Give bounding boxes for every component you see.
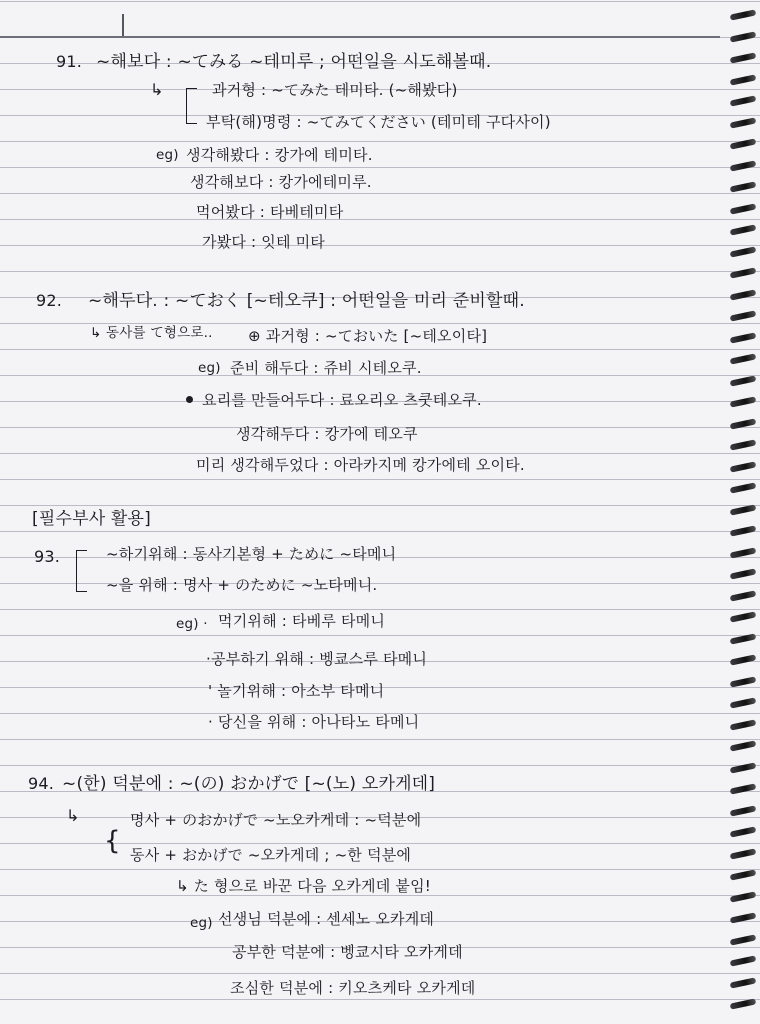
section-94-line-b: 동사 + おかげで ~오카게데 ; ~한 덕분에 — [130, 846, 412, 864]
spiral-coil — [730, 504, 757, 515]
example-line: 가봤다 : 잇테 미타 — [202, 233, 325, 251]
spiral-coil — [730, 31, 757, 42]
section-94-eg: eg) — [190, 915, 213, 931]
spiral-coil — [730, 267, 757, 278]
section-91-eg: eg) — [156, 147, 179, 163]
spiral-coil — [730, 697, 757, 708]
spiral-coil — [730, 826, 757, 837]
section-93-line-b: ~을 위해 : 명사 + のために ~노타메니. — [106, 576, 378, 594]
spiral-coil — [730, 74, 757, 85]
spiral-coil — [730, 353, 757, 364]
spiral-coil — [730, 719, 757, 730]
spiral-coil — [730, 977, 757, 988]
section-91-past: 과거형 : ~てみた 테미타. (~해봤다) — [212, 81, 458, 99]
spiral-coil — [730, 181, 757, 192]
essential-heading: [필수부사 활용] — [32, 509, 152, 529]
spiral-coil — [730, 891, 757, 902]
example-line: ' 놀기위해 : 아소부 타메니 — [208, 682, 385, 700]
spiral-coil — [730, 289, 757, 300]
spiral-coil — [730, 590, 757, 601]
curly-brace: { — [104, 826, 121, 856]
section-94-line-c — [176, 877, 431, 895]
spiral-coil — [730, 547, 757, 558]
spiral-coil — [730, 95, 757, 106]
spiral-coil — [730, 52, 757, 63]
example-line: 요리를 만들어두다 : 료오리오 츠쿳테오쿠. — [202, 391, 482, 409]
spiral-coil — [730, 869, 757, 880]
circle-arrow-icon: ⊕ — [248, 327, 266, 345]
spiral-coil — [730, 418, 757, 429]
section-93-line-a: ~하기위해 : 동사기본형 + ために ~타메니 — [106, 545, 397, 563]
bracket — [76, 550, 87, 592]
spiral-coil — [730, 482, 757, 493]
section-91-request: 부탁(해)명령 : ~てみてください (테미테 구다사이) — [206, 113, 551, 131]
spiral-coil — [730, 375, 757, 386]
spiral-coil — [730, 611, 757, 622]
example-line: 생각해보다 : 캉가에테미루. — [190, 173, 372, 191]
spiral-coil — [730, 439, 757, 450]
spiral-coil — [730, 246, 757, 257]
rule-text: た 형으로 바꾼 다음 오카게데 붙임! — [193, 877, 431, 895]
arrow-icon: ↳ — [150, 80, 164, 99]
spiral-coil — [730, 117, 757, 128]
spiral-coil — [730, 160, 757, 171]
spiral-coil — [730, 9, 757, 20]
spiral-coil — [730, 332, 757, 343]
spiral-coil — [730, 568, 757, 579]
spiral-coil — [730, 224, 757, 235]
example-line: 먹어봤다 : 타베테미타 — [196, 203, 344, 221]
arrow-icon: ↳ — [90, 325, 107, 341]
spiral-coil — [730, 934, 757, 945]
spiral-coil — [730, 676, 757, 687]
spiral-coil — [730, 848, 757, 859]
example-line: 미리 생각해두었다 : 아라카지메 캉가에테 오이타. — [196, 456, 525, 474]
section-92-past — [248, 327, 487, 345]
spiral-coil — [730, 203, 757, 214]
section-92-number: 92. — [36, 291, 63, 310]
example-line: 선생님 덕분에 : 센세노 오카게데 — [218, 910, 435, 928]
section-94-line-a: 명사 + のおかげで ~노오카게데 : ~덕분에 — [130, 811, 422, 829]
spiral-coil — [730, 633, 757, 644]
bullet-dot — [186, 396, 193, 403]
spiral-coil — [730, 396, 757, 407]
example-line: ·공부하기 위해 : 벵쿄스루 타메니 — [206, 650, 428, 668]
example-line: 조심한 덕분에 : 키오츠케타 오카게데 — [230, 979, 476, 997]
note-text: 동사를 て형으로.. — [106, 325, 213, 341]
margin-tick — [122, 14, 124, 36]
section-91-number: 91. — [56, 52, 83, 71]
spiral-coil — [730, 955, 757, 966]
spiral-coil — [730, 525, 757, 536]
section-92-eg: eg) — [198, 360, 221, 376]
header-rule — [0, 36, 720, 38]
spiral-coil — [730, 654, 757, 665]
spiral-coil — [730, 998, 757, 1009]
section-91-heading: ~해보다 : ~てみる ~테미루 ; 어떤일을 시도해볼때. — [96, 52, 492, 72]
arrow-icon: ↳ — [176, 877, 194, 895]
spiral-coil — [730, 912, 757, 923]
spiral-binding — [724, 0, 760, 1024]
section-93-eg: eg) · — [176, 616, 208, 632]
spiral-coil — [730, 762, 757, 773]
example-line: 공부한 덕분에 : 벵쿄시타 오카게데 — [232, 943, 463, 961]
example-line: 먹기위해 : 타베루 타메니 — [218, 612, 386, 630]
spiral-coil — [730, 805, 757, 816]
example-line: 생각해두다 : 캉가에 테오쿠 — [236, 425, 418, 443]
spiral-coil — [730, 783, 757, 794]
section-92-note — [90, 324, 213, 342]
section-92-heading: ~해두다. : ~ておく [~테오쿠] : 어떤일을 미리 준비할때. — [88, 291, 525, 311]
example-line: · 당신을 위해 : 아나타노 타메니 — [208, 713, 420, 731]
spiral-coil — [730, 461, 757, 472]
arrow-icon: ↳ — [66, 806, 80, 825]
spiral-coil — [730, 740, 757, 751]
section-93-number: 93. — [34, 547, 61, 566]
example-line: 생각해봤다 : 캉가에 테미타. — [186, 146, 373, 164]
spiral-coil — [730, 310, 757, 321]
spiral-coil — [730, 138, 757, 149]
section-94-number: 94. — [28, 774, 55, 793]
section-94-heading: ~(한) 덕분에 : ~(の) おかげで [~(노) 오카게데] — [62, 774, 436, 794]
past-text: 과거형 : ~ておいた [~테오이타] — [265, 327, 488, 345]
bracket — [186, 88, 197, 124]
example-line: 준비 해두다 : 쥬비 시테오쿠. — [230, 359, 422, 377]
